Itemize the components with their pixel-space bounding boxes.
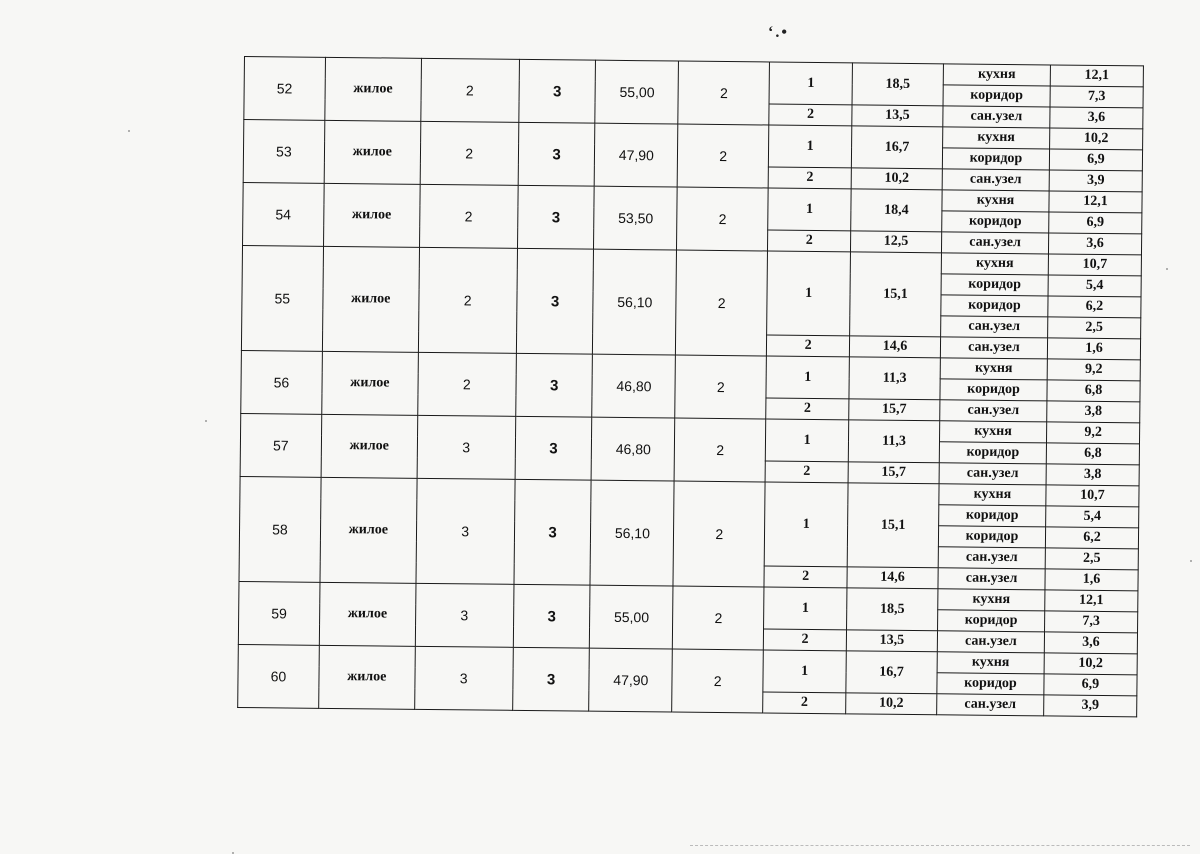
apartment-number: 57 bbox=[240, 413, 321, 477]
premises-type: жилое bbox=[325, 57, 422, 121]
room-area: 18,5 bbox=[847, 588, 938, 631]
total-area: 56,10 bbox=[590, 480, 674, 586]
auxiliary-room-name: кухня bbox=[937, 652, 1044, 674]
column-4-value: 3 bbox=[518, 122, 595, 186]
premises-type: жилое bbox=[319, 582, 416, 646]
room-area: 16,7 bbox=[846, 651, 937, 694]
auxiliary-room-name: кухня bbox=[943, 64, 1050, 86]
room-number: 2 bbox=[769, 104, 852, 126]
room-area: 15,7 bbox=[849, 399, 940, 421]
auxiliary-room-area: 2,5 bbox=[1048, 317, 1141, 339]
auxiliary-room-area: 1,6 bbox=[1047, 338, 1140, 360]
total-area: 55,00 bbox=[595, 60, 678, 124]
auxiliary-room-name: сан.узел bbox=[937, 694, 1044, 716]
auxiliary-room-area: 6,2 bbox=[1048, 296, 1141, 318]
room-area: 11,3 bbox=[849, 357, 940, 400]
column-3-value: 3 bbox=[416, 478, 515, 584]
auxiliary-room-area: 12,1 bbox=[1049, 191, 1142, 213]
apartment-number: 53 bbox=[243, 120, 324, 184]
auxiliary-room-name: коридор bbox=[940, 379, 1047, 401]
auxiliary-room-area: 6,8 bbox=[1047, 380, 1140, 402]
room-number: 1 bbox=[769, 62, 852, 105]
auxiliary-room-name: кухня bbox=[939, 484, 1046, 506]
column-3-value: 3 bbox=[417, 415, 516, 479]
auxiliary-room-area: 6,2 bbox=[1045, 527, 1138, 549]
auxiliary-room-area: 3,8 bbox=[1047, 401, 1140, 423]
room-area: 13,5 bbox=[846, 630, 937, 652]
room-area: 15,1 bbox=[850, 252, 942, 337]
apartment-number: 58 bbox=[239, 476, 321, 582]
auxiliary-room-area: 6,8 bbox=[1046, 443, 1139, 465]
auxiliary-room-area: 9,2 bbox=[1047, 422, 1140, 444]
room-number: 2 bbox=[767, 335, 850, 357]
auxiliary-room-name: коридор bbox=[937, 610, 1044, 632]
rooms-count: 2 bbox=[673, 586, 765, 650]
room-area: 10,2 bbox=[846, 693, 937, 715]
room-number: 1 bbox=[768, 188, 851, 231]
column-3-value: 2 bbox=[418, 247, 517, 353]
rooms-count: 2 bbox=[673, 481, 765, 587]
room-area: 12,5 bbox=[851, 231, 942, 253]
apartment-number: 54 bbox=[243, 182, 324, 246]
auxiliary-room-area: 7,3 bbox=[1045, 611, 1138, 633]
auxiliary-room-name: сан.узел bbox=[941, 232, 1048, 254]
auxiliary-room-name: сан.узел bbox=[937, 631, 1044, 653]
auxiliary-room-name: сан.узел bbox=[938, 568, 1045, 590]
auxiliary-room-area: 5,4 bbox=[1048, 275, 1141, 297]
auxiliary-room-area: 5,4 bbox=[1046, 506, 1139, 528]
scan-speck bbox=[205, 420, 207, 422]
room-area: 15,1 bbox=[847, 483, 939, 568]
total-area: 55,00 bbox=[590, 585, 673, 649]
room-number: 1 bbox=[769, 125, 852, 168]
scan-mark: ‘.• bbox=[768, 24, 789, 41]
auxiliary-room-area: 6,9 bbox=[1049, 149, 1142, 171]
auxiliary-room-area: 3,9 bbox=[1049, 170, 1142, 192]
room-number: 2 bbox=[768, 167, 851, 189]
table-row bbox=[244, 57, 1143, 87]
room-number: 1 bbox=[763, 650, 846, 693]
room-area: 11,3 bbox=[848, 420, 939, 463]
column-3-value: 2 bbox=[421, 58, 520, 122]
room-number: 2 bbox=[764, 566, 847, 588]
room-number: 1 bbox=[766, 356, 849, 399]
column-3-value: 3 bbox=[414, 646, 513, 710]
auxiliary-room-name: коридор bbox=[938, 526, 1045, 548]
column-4-value: 3 bbox=[516, 248, 594, 354]
rooms-count: 2 bbox=[672, 649, 764, 713]
scan-speck bbox=[1166, 268, 1168, 270]
rooms-count: 2 bbox=[678, 61, 770, 125]
room-number: 1 bbox=[764, 482, 848, 567]
auxiliary-room-area: 12,1 bbox=[1050, 65, 1143, 87]
column-4-value: 3 bbox=[517, 185, 594, 249]
total-area: 46,80 bbox=[592, 354, 675, 418]
total-area: 56,10 bbox=[593, 249, 677, 355]
auxiliary-room-name: кухня bbox=[942, 190, 1049, 212]
apartment-number: 59 bbox=[238, 581, 319, 645]
total-area: 53,50 bbox=[594, 186, 677, 250]
room-number: 1 bbox=[764, 587, 847, 630]
apartment-number: 56 bbox=[241, 350, 322, 414]
auxiliary-room-name: коридор bbox=[942, 211, 1049, 233]
premises-type: жилое bbox=[324, 120, 421, 184]
premises-type: жилое bbox=[322, 246, 419, 352]
room-number: 2 bbox=[768, 230, 851, 252]
auxiliary-room-area: 1,6 bbox=[1045, 569, 1138, 591]
column-3-value: 2 bbox=[419, 184, 518, 248]
auxiliary-room-name: кухня bbox=[940, 358, 1047, 380]
room-area: 13,5 bbox=[852, 105, 943, 127]
room-area: 14,6 bbox=[849, 336, 940, 358]
auxiliary-room-area: 3,9 bbox=[1044, 695, 1137, 717]
auxiliary-room-name: сан.узел bbox=[938, 547, 1045, 569]
room-number: 2 bbox=[766, 398, 849, 420]
room-area: 15,7 bbox=[848, 462, 939, 484]
room-number: 1 bbox=[767, 251, 851, 336]
room-area: 18,4 bbox=[851, 189, 942, 232]
room-number: 1 bbox=[766, 419, 849, 462]
auxiliary-room-name: сан.узел bbox=[942, 169, 1049, 191]
total-area: 46,80 bbox=[592, 417, 675, 481]
auxiliary-room-area: 6,9 bbox=[1049, 212, 1142, 234]
room-number: 2 bbox=[763, 692, 846, 714]
column-4-value: 3 bbox=[515, 353, 592, 417]
auxiliary-room-name: коридор bbox=[939, 442, 1046, 464]
column-3-value: 3 bbox=[415, 583, 514, 647]
auxiliary-room-area: 9,2 bbox=[1047, 359, 1140, 381]
rooms-count: 2 bbox=[677, 124, 769, 188]
scan-speck bbox=[128, 130, 130, 132]
premises-type: жилое bbox=[318, 645, 415, 709]
auxiliary-room-name: коридор bbox=[937, 673, 1044, 695]
rooms-count: 2 bbox=[676, 250, 768, 356]
auxiliary-room-area: 3,6 bbox=[1050, 107, 1143, 129]
premises-type: жилое bbox=[323, 183, 420, 247]
auxiliary-room-name: кухня bbox=[938, 589, 1045, 611]
auxiliary-room-name: кухня bbox=[941, 253, 1048, 275]
total-area: 47,90 bbox=[589, 648, 672, 712]
room-area: 16,7 bbox=[851, 126, 942, 169]
auxiliary-room-name: сан.узел bbox=[940, 400, 1047, 422]
column-3-value: 2 bbox=[420, 121, 519, 185]
column-4-value: 3 bbox=[512, 647, 589, 711]
auxiliary-room-area: 2,5 bbox=[1045, 548, 1138, 570]
premises-type: жилое bbox=[322, 351, 419, 415]
auxiliary-room-area: 10,7 bbox=[1048, 254, 1141, 276]
auxiliary-room-area: 6,9 bbox=[1044, 674, 1137, 696]
room-number: 2 bbox=[765, 461, 848, 483]
auxiliary-room-area: 3,6 bbox=[1048, 233, 1141, 255]
rooms-count: 2 bbox=[675, 355, 767, 419]
apartment-rooms-table bbox=[237, 56, 1144, 717]
column-4-value: 3 bbox=[513, 584, 590, 648]
premises-type: жилое bbox=[321, 414, 418, 478]
column-3-value: 2 bbox=[417, 352, 516, 416]
scan-edge-line bbox=[690, 845, 1190, 846]
auxiliary-room-area: 3,6 bbox=[1044, 632, 1137, 654]
auxiliary-room-name: сан.узел bbox=[940, 337, 1047, 359]
auxiliary-room-name: кухня bbox=[939, 421, 1046, 443]
auxiliary-room-area: 10,7 bbox=[1046, 485, 1139, 507]
auxiliary-room-area: 10,2 bbox=[1044, 653, 1137, 675]
room-area: 14,6 bbox=[847, 567, 938, 589]
column-4-value: 3 bbox=[515, 416, 592, 480]
apartment-number: 55 bbox=[241, 245, 323, 351]
auxiliary-room-area: 12,1 bbox=[1045, 590, 1138, 612]
room-number: 2 bbox=[764, 629, 847, 651]
auxiliary-room-area: 7,3 bbox=[1050, 86, 1143, 108]
auxiliary-room-name: сан.узел bbox=[939, 463, 1046, 485]
room-area: 18,5 bbox=[852, 63, 943, 106]
auxiliary-room-name: коридор bbox=[941, 274, 1048, 296]
auxiliary-room-name: кухня bbox=[943, 127, 1050, 149]
auxiliary-room-name: коридор bbox=[942, 148, 1049, 170]
rooms-count: 2 bbox=[674, 418, 766, 482]
scan-speck bbox=[1190, 560, 1192, 562]
auxiliary-room-name: коридор bbox=[941, 295, 1048, 317]
rooms-count: 2 bbox=[677, 187, 769, 251]
auxiliary-room-name: коридор bbox=[939, 505, 1046, 527]
auxiliary-room-name: сан.узел bbox=[941, 316, 1048, 338]
auxiliary-room-area: 10,2 bbox=[1050, 128, 1143, 150]
total-area: 47,90 bbox=[595, 123, 678, 187]
room-area: 10,2 bbox=[851, 168, 942, 190]
column-4-value: 3 bbox=[519, 59, 596, 123]
premises-type: жилое bbox=[320, 477, 417, 583]
auxiliary-room-name: коридор bbox=[943, 85, 1050, 107]
column-4-value: 3 bbox=[514, 479, 592, 585]
auxiliary-room-area: 3,8 bbox=[1046, 464, 1139, 486]
apartment-number: 52 bbox=[244, 57, 325, 121]
auxiliary-room-name: сан.узел bbox=[943, 106, 1050, 128]
apartment-number: 60 bbox=[238, 644, 319, 708]
